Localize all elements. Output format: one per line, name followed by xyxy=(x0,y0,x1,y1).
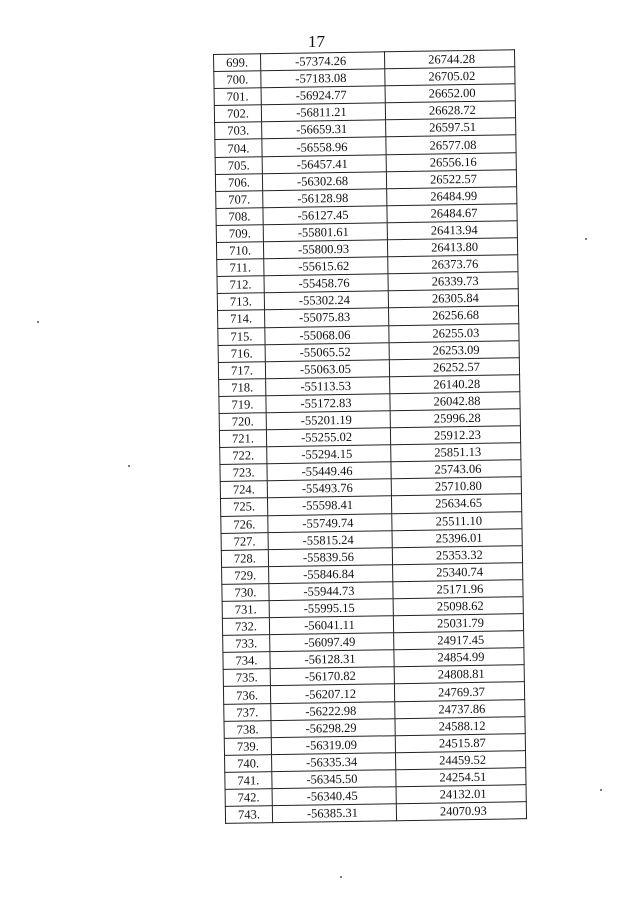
row-number-cell: 710. xyxy=(216,242,263,260)
y-coordinate-cell: 25511.10 xyxy=(392,511,522,530)
x-coordinate-cell: -55294.15 xyxy=(267,445,391,464)
row-number-cell: 719. xyxy=(219,396,266,414)
y-coordinate-cell: 24070.93 xyxy=(396,802,526,821)
y-coordinate-cell: 25031.79 xyxy=(393,614,523,633)
x-coordinate-cell: -55063.05 xyxy=(265,359,389,378)
row-number-cell: 730. xyxy=(222,584,269,602)
y-coordinate-cell: 25851.13 xyxy=(391,443,521,462)
y-coordinate-cell: 26413.94 xyxy=(387,221,517,240)
x-coordinate-cell: -56222.98 xyxy=(271,701,395,720)
scan-speck xyxy=(600,789,602,791)
row-number-cell: 720. xyxy=(219,413,266,431)
row-number-cell: 741. xyxy=(225,772,272,790)
x-coordinate-cell: -56335.34 xyxy=(272,753,396,772)
y-coordinate-cell: 25098.62 xyxy=(393,597,523,616)
y-coordinate-cell: 26413.80 xyxy=(387,238,517,257)
y-coordinate-cell: 25396.01 xyxy=(392,528,522,547)
y-coordinate-cell: 24515.87 xyxy=(395,733,525,752)
row-number-cell: 717. xyxy=(218,361,265,379)
x-coordinate-cell: -55846.84 xyxy=(269,565,393,584)
x-coordinate-cell: -55493.76 xyxy=(267,479,391,498)
x-coordinate-cell: -55075.83 xyxy=(265,308,389,327)
y-coordinate-cell: 24737.86 xyxy=(395,699,525,718)
row-number-cell: 729. xyxy=(222,567,269,585)
y-coordinate-cell: 24254.51 xyxy=(396,768,526,787)
x-coordinate-cell: -56319.09 xyxy=(271,735,395,754)
x-coordinate-cell: -55995.15 xyxy=(269,599,393,618)
x-coordinate-cell: -56811.21 xyxy=(261,103,385,122)
x-coordinate-cell: -56924.77 xyxy=(261,86,385,105)
y-coordinate-cell: 24459.52 xyxy=(395,751,525,770)
y-coordinate-cell: 25353.32 xyxy=(392,545,522,564)
y-coordinate-cell: 26305.84 xyxy=(388,289,518,308)
row-number-cell: 699. xyxy=(214,54,261,72)
x-coordinate-cell: -55172.83 xyxy=(266,394,390,413)
x-coordinate-cell: -55598.41 xyxy=(267,496,391,515)
scan-speck xyxy=(585,238,587,240)
y-coordinate-cell: 26252.57 xyxy=(389,357,519,376)
row-number-cell: 731. xyxy=(222,601,269,619)
x-coordinate-cell: -56128.31 xyxy=(270,650,394,669)
scan-speck xyxy=(128,465,130,467)
y-coordinate-cell: 26339.73 xyxy=(388,272,518,291)
y-coordinate-cell: 25340.74 xyxy=(393,563,523,582)
table-row xyxy=(225,802,526,824)
y-coordinate-cell: 26484.67 xyxy=(387,204,517,223)
row-number-cell: 727. xyxy=(221,532,268,550)
x-coordinate-cell: -56457.41 xyxy=(262,154,386,173)
x-coordinate-cell: -57374.26 xyxy=(261,52,385,71)
x-coordinate-cell: -56207.12 xyxy=(270,684,394,703)
row-number-cell: 702. xyxy=(214,105,261,123)
y-coordinate-cell: 26256.68 xyxy=(389,306,519,325)
row-number-cell: 711. xyxy=(217,259,264,277)
row-number-cell: 706. xyxy=(215,173,262,191)
x-coordinate-cell: -55302.24 xyxy=(264,291,388,310)
x-coordinate-cell: -55458.76 xyxy=(264,274,388,293)
coordinate-table xyxy=(213,49,527,824)
coordinate-table-body xyxy=(214,50,527,824)
row-number-cell: 703. xyxy=(215,122,262,140)
x-coordinate-cell: -55113.53 xyxy=(266,377,390,396)
row-number-cell: 721. xyxy=(219,430,266,448)
y-coordinate-cell: 25912.23 xyxy=(390,426,520,445)
x-coordinate-cell: -56298.29 xyxy=(271,718,395,737)
x-coordinate-cell: -55801.61 xyxy=(263,223,387,242)
row-number-cell: 732. xyxy=(222,618,269,636)
x-coordinate-cell: -57183.08 xyxy=(261,69,385,88)
y-coordinate-cell: 26577.08 xyxy=(386,135,516,154)
x-coordinate-cell: -55749.74 xyxy=(268,513,392,532)
x-coordinate-cell: -55255.02 xyxy=(266,428,390,447)
y-coordinate-cell: 26373.76 xyxy=(388,255,518,274)
x-coordinate-cell: -56302.68 xyxy=(262,171,386,190)
y-coordinate-cell: 25743.06 xyxy=(391,460,521,479)
row-number-cell: 701. xyxy=(214,88,261,106)
x-coordinate-cell: -55615.62 xyxy=(264,257,388,276)
x-coordinate-cell: -56170.82 xyxy=(270,667,394,686)
row-number-cell: 738. xyxy=(224,720,271,738)
scan-speck xyxy=(37,321,39,323)
row-number-cell: 728. xyxy=(221,549,268,567)
y-coordinate-cell: 26705.02 xyxy=(385,67,515,86)
row-number-cell: 724. xyxy=(220,481,267,499)
x-coordinate-cell: -56558.96 xyxy=(262,137,386,156)
row-number-cell: 743. xyxy=(225,806,272,824)
row-number-cell: 740. xyxy=(225,755,272,773)
y-coordinate-cell: 24808.81 xyxy=(394,665,524,684)
x-coordinate-cell: -55800.93 xyxy=(263,240,387,259)
x-coordinate-cell: -55944.73 xyxy=(269,582,393,601)
row-number-cell: 716. xyxy=(218,344,265,362)
y-coordinate-cell: 26042.88 xyxy=(390,392,520,411)
y-coordinate-cell: 24854.99 xyxy=(394,648,524,667)
row-number-cell: 700. xyxy=(214,71,261,89)
row-number-cell: 737. xyxy=(224,703,271,721)
row-number-cell: 705. xyxy=(215,156,262,174)
y-coordinate-cell: 26255.03 xyxy=(389,323,519,342)
row-number-cell: 733. xyxy=(223,635,270,653)
x-coordinate-cell: -55201.19 xyxy=(266,411,390,430)
row-number-cell: 712. xyxy=(217,276,264,294)
x-coordinate-cell: -55815.24 xyxy=(268,530,392,549)
y-coordinate-cell: 24917.45 xyxy=(394,631,524,650)
scan-speck xyxy=(340,876,342,878)
x-coordinate-cell: -56041.11 xyxy=(269,616,393,635)
y-coordinate-cell: 24588.12 xyxy=(395,716,525,735)
row-number-cell: 715. xyxy=(218,327,265,345)
row-number-cell: 713. xyxy=(217,293,264,311)
row-number-cell: 725. xyxy=(220,498,267,516)
y-coordinate-cell: 24769.37 xyxy=(394,682,524,701)
row-number-cell: 734. xyxy=(223,652,270,670)
x-coordinate-cell: -56128.98 xyxy=(263,189,387,208)
x-coordinate-cell: -56127.45 xyxy=(263,206,387,225)
row-number-cell: 726. xyxy=(221,515,268,533)
row-number-cell: 742. xyxy=(225,789,272,807)
row-number-cell: 707. xyxy=(216,190,263,208)
x-coordinate-cell: -55065.52 xyxy=(265,342,389,361)
row-number-cell: 704. xyxy=(215,139,262,157)
row-number-cell: 735. xyxy=(223,669,270,687)
row-number-cell: 723. xyxy=(220,464,267,482)
y-coordinate-cell: 24132.01 xyxy=(396,785,526,804)
y-coordinate-cell: 26744.28 xyxy=(384,50,514,69)
y-coordinate-cell: 26628.72 xyxy=(385,101,515,120)
y-coordinate-cell: 25996.28 xyxy=(390,409,520,428)
row-number-cell: 718. xyxy=(219,378,266,396)
x-coordinate-cell: -55839.56 xyxy=(268,547,392,566)
y-coordinate-cell: 25634.65 xyxy=(391,494,521,513)
y-coordinate-cell: 26140.28 xyxy=(390,375,520,394)
x-coordinate-cell: -56340.45 xyxy=(272,787,396,806)
row-number-cell: 714. xyxy=(218,310,265,328)
y-coordinate-cell: 26597.51 xyxy=(386,118,516,137)
y-coordinate-cell: 26556.16 xyxy=(386,152,516,171)
y-coordinate-cell: 26522.57 xyxy=(386,169,516,188)
row-number-cell: 736. xyxy=(223,686,270,704)
y-coordinate-cell: 26652.00 xyxy=(385,84,515,103)
row-number-cell: 708. xyxy=(216,208,263,226)
y-coordinate-cell: 26253.09 xyxy=(389,340,519,359)
y-coordinate-cell: 25171.96 xyxy=(393,580,523,599)
x-coordinate-cell: -55068.06 xyxy=(265,325,389,344)
page-number: 17 xyxy=(308,32,325,51)
y-coordinate-cell: 26484.99 xyxy=(387,186,517,205)
x-coordinate-cell: -55449.46 xyxy=(267,462,391,481)
x-coordinate-cell: -56097.49 xyxy=(270,633,394,652)
y-coordinate-cell: 25710.80 xyxy=(391,477,521,496)
row-number-cell: 709. xyxy=(216,225,263,243)
coordinate-table-container xyxy=(213,49,527,824)
row-number-cell: 722. xyxy=(220,447,267,465)
x-coordinate-cell: -56659.31 xyxy=(262,120,386,139)
x-coordinate-cell: -56385.31 xyxy=(272,804,396,823)
row-number-cell: 739. xyxy=(224,737,271,755)
x-coordinate-cell: -56345.50 xyxy=(272,770,396,789)
